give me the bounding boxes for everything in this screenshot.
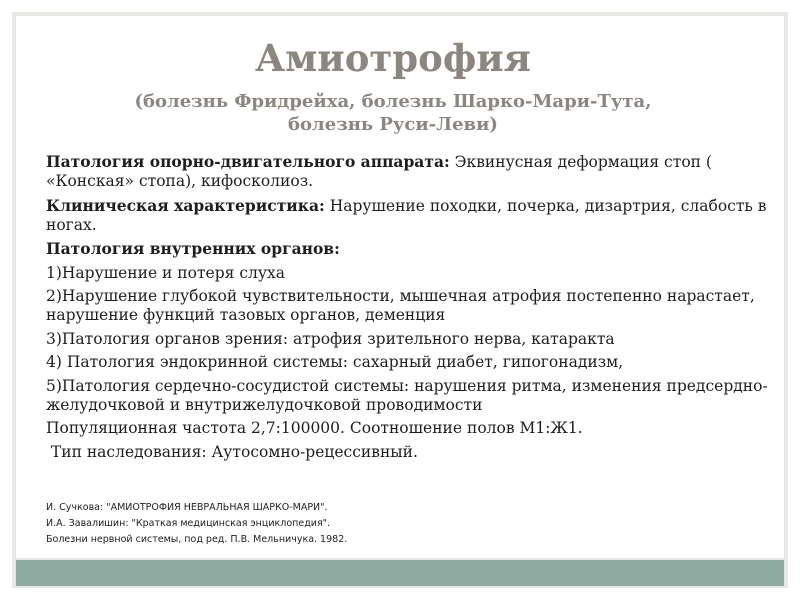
paragraph-text: Эквинусная деформация стоп ( «Конская» стопа), кифосколиоз.	[46, 153, 712, 190]
paragraph-label: Клиническая характеристика:	[46, 195, 325, 215]
paragraph-label: Патология внутренних органов:	[46, 239, 340, 258]
paragraph	[46, 443, 786, 462]
paragraph-text: Популяционная частота 2,7:100000. Соотношение полов М1:Ж1.	[46, 419, 583, 437]
paragraph	[46, 264, 786, 283]
paragraph	[46, 196, 786, 235]
paragraph	[46, 419, 786, 438]
reference-item: И. Сучкова: "АМИОТРОФИЯ НЕВРАЛЬНАЯ ШАРКО-МАРИ".	[46, 502, 328, 513]
paragraph-text: Нарушение походки, почерка, дизартрия, слабость в ногах.	[46, 196, 767, 234]
reference-item: Болезни нервной системы, под ред. П.В. Мельничука. 1982.	[46, 534, 348, 545]
paragraph	[46, 239, 786, 259]
paragraph	[46, 152, 786, 191]
slide-subtitle	[16, 90, 770, 136]
slide-content	[46, 152, 786, 466]
slide-title: Амиотрофия	[254, 36, 532, 80]
reference-item: И.А. Завалишин: "Краткая медицинская энциклопедия".	[46, 518, 331, 529]
paragraph	[46, 330, 786, 349]
references	[46, 500, 786, 548]
paragraph-text: 4) Патология эндокринной системы: сахарный диабет, гипогонадизм,	[46, 353, 624, 371]
slide-panel	[16, 16, 784, 558]
paragraph-text: Тип наследования: Аутосомно-рецессивный.	[46, 442, 418, 461]
paragraph-text: 3)Патология органов зрения: атрофия зрительного нерва, катаракта	[46, 329, 615, 348]
paragraph-text: 5)Патология сердечно-сосудистой системы: нарушения ритма, изменения предсердно-желудочковой и внутрижелудочковой проводимости	[46, 376, 768, 414]
bottom-bar	[16, 560, 784, 586]
subtitle-line-1: (болезнь Фридрейха, болезнь Шарко-Мари-Тута,	[134, 91, 652, 112]
subtitle-line-2: болезнь Руси-Леви)	[288, 114, 498, 135]
paragraph	[46, 377, 786, 415]
paragraph	[46, 353, 786, 372]
paragraph-text: 2)Нарушение глубокой чувствительности, мышечная атрофия постепенно нарастает, нарушение функций тазовых органов, деменция	[46, 287, 755, 324]
paragraph	[46, 287, 786, 325]
paragraph-text: 1)Нарушение и потеря слуха	[46, 263, 285, 282]
paragraph-label: Патология опорно-двигательного аппарата:	[46, 152, 450, 171]
